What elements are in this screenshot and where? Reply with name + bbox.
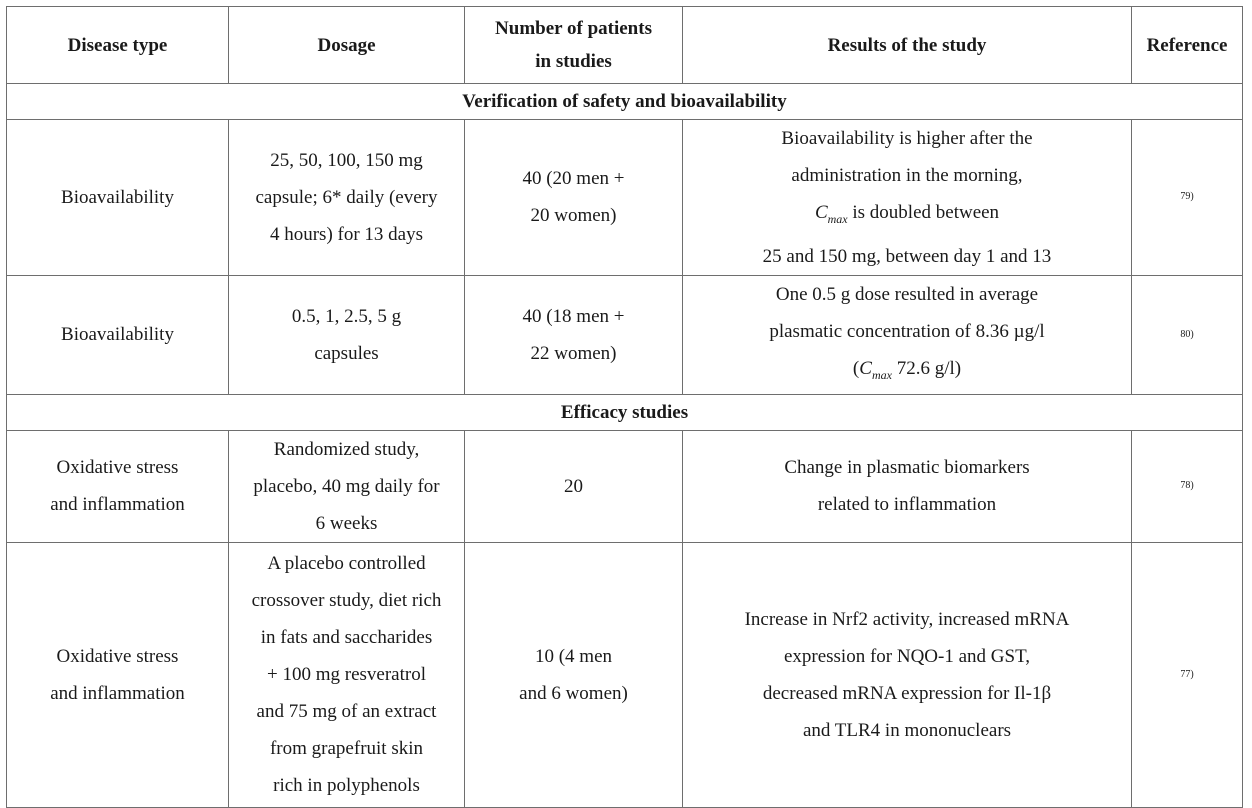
section-row-efficacy [7,394,1243,430]
cell-disease-type: Bioavailability [7,120,229,276]
cell-patients: 40 (20 men + 20 women) [465,120,683,276]
section-row-safety [7,84,1243,120]
study-table [6,6,1243,808]
header-row [7,7,1243,84]
cell-disease-type: Oxidative stress and inflammation [7,430,229,542]
cell-reference: 80) [1132,275,1243,394]
cell-results: Increase in Nrf2 activity, increased mRNA expression for NQO-1 and GST, decreased mRNA expression for Il-1β and TLR4 in mononuclears [683,542,1132,807]
header-disease-type: Disease type [7,7,229,84]
header-reference: Reference [1132,7,1243,84]
cell-disease-type: Oxidative stress and inflammation [7,542,229,807]
table-row [7,542,1243,807]
cell-patients: 20 [465,430,683,542]
cmax-symbol: $C_{max}$ [859,357,892,382]
cell-dosage: 0.5, 1, 2.5, 5 g capsules [229,275,465,394]
cell-dosage: 25, 50, 100, 150 mg capsule; 6* daily (every 4 hours) for 13 days [229,120,465,276]
cell-results: Change in plasmatic biomarkers related to inflammation [683,430,1132,542]
table-row [7,430,1243,542]
cmax-symbol: $C_{max}$ [814,202,848,226]
cell-dosage: A placebo controlled crossover study, diet rich in fats and saccharides + 100 mg resveratrol and 75 mg of an extract from grapefruit skin rich in polyphenols [229,542,465,807]
header-dosage: Dosage [229,7,465,84]
header-results: Results of the study [683,7,1132,84]
header-number-of-patients: Number of patients in studies [465,7,683,84]
cell-dosage: Randomized study, placebo, 40 mg daily for 6 weeks [229,430,465,542]
cell-reference: 77) [1132,542,1243,807]
cell-patients: 40 (18 men + 22 women) [465,275,683,394]
cell-reference: 79) [1132,120,1243,276]
table-row [7,120,1243,276]
table-row [7,275,1243,394]
cell-results: Bioavailability is higher after the administration in the morning, $C_{max}$ is doubled between 25 and 150 mg, between day 1 and 13 [683,120,1132,276]
cell-patients: 10 (4 men and 6 women) [465,542,683,807]
cell-reference: 78) [1132,430,1243,542]
cell-results: One 0.5 g dose resulted in average plasmatic concentration of 8.36 µg/l ($C_{max}$ 72.6 g/l) [683,275,1132,394]
study-table-container [6,6,1242,797]
section-title: Efficacy studies [7,394,1243,430]
section-title: Verification of safety and bioavailability [7,84,1243,120]
cell-disease-type: Bioavailability [7,275,229,394]
